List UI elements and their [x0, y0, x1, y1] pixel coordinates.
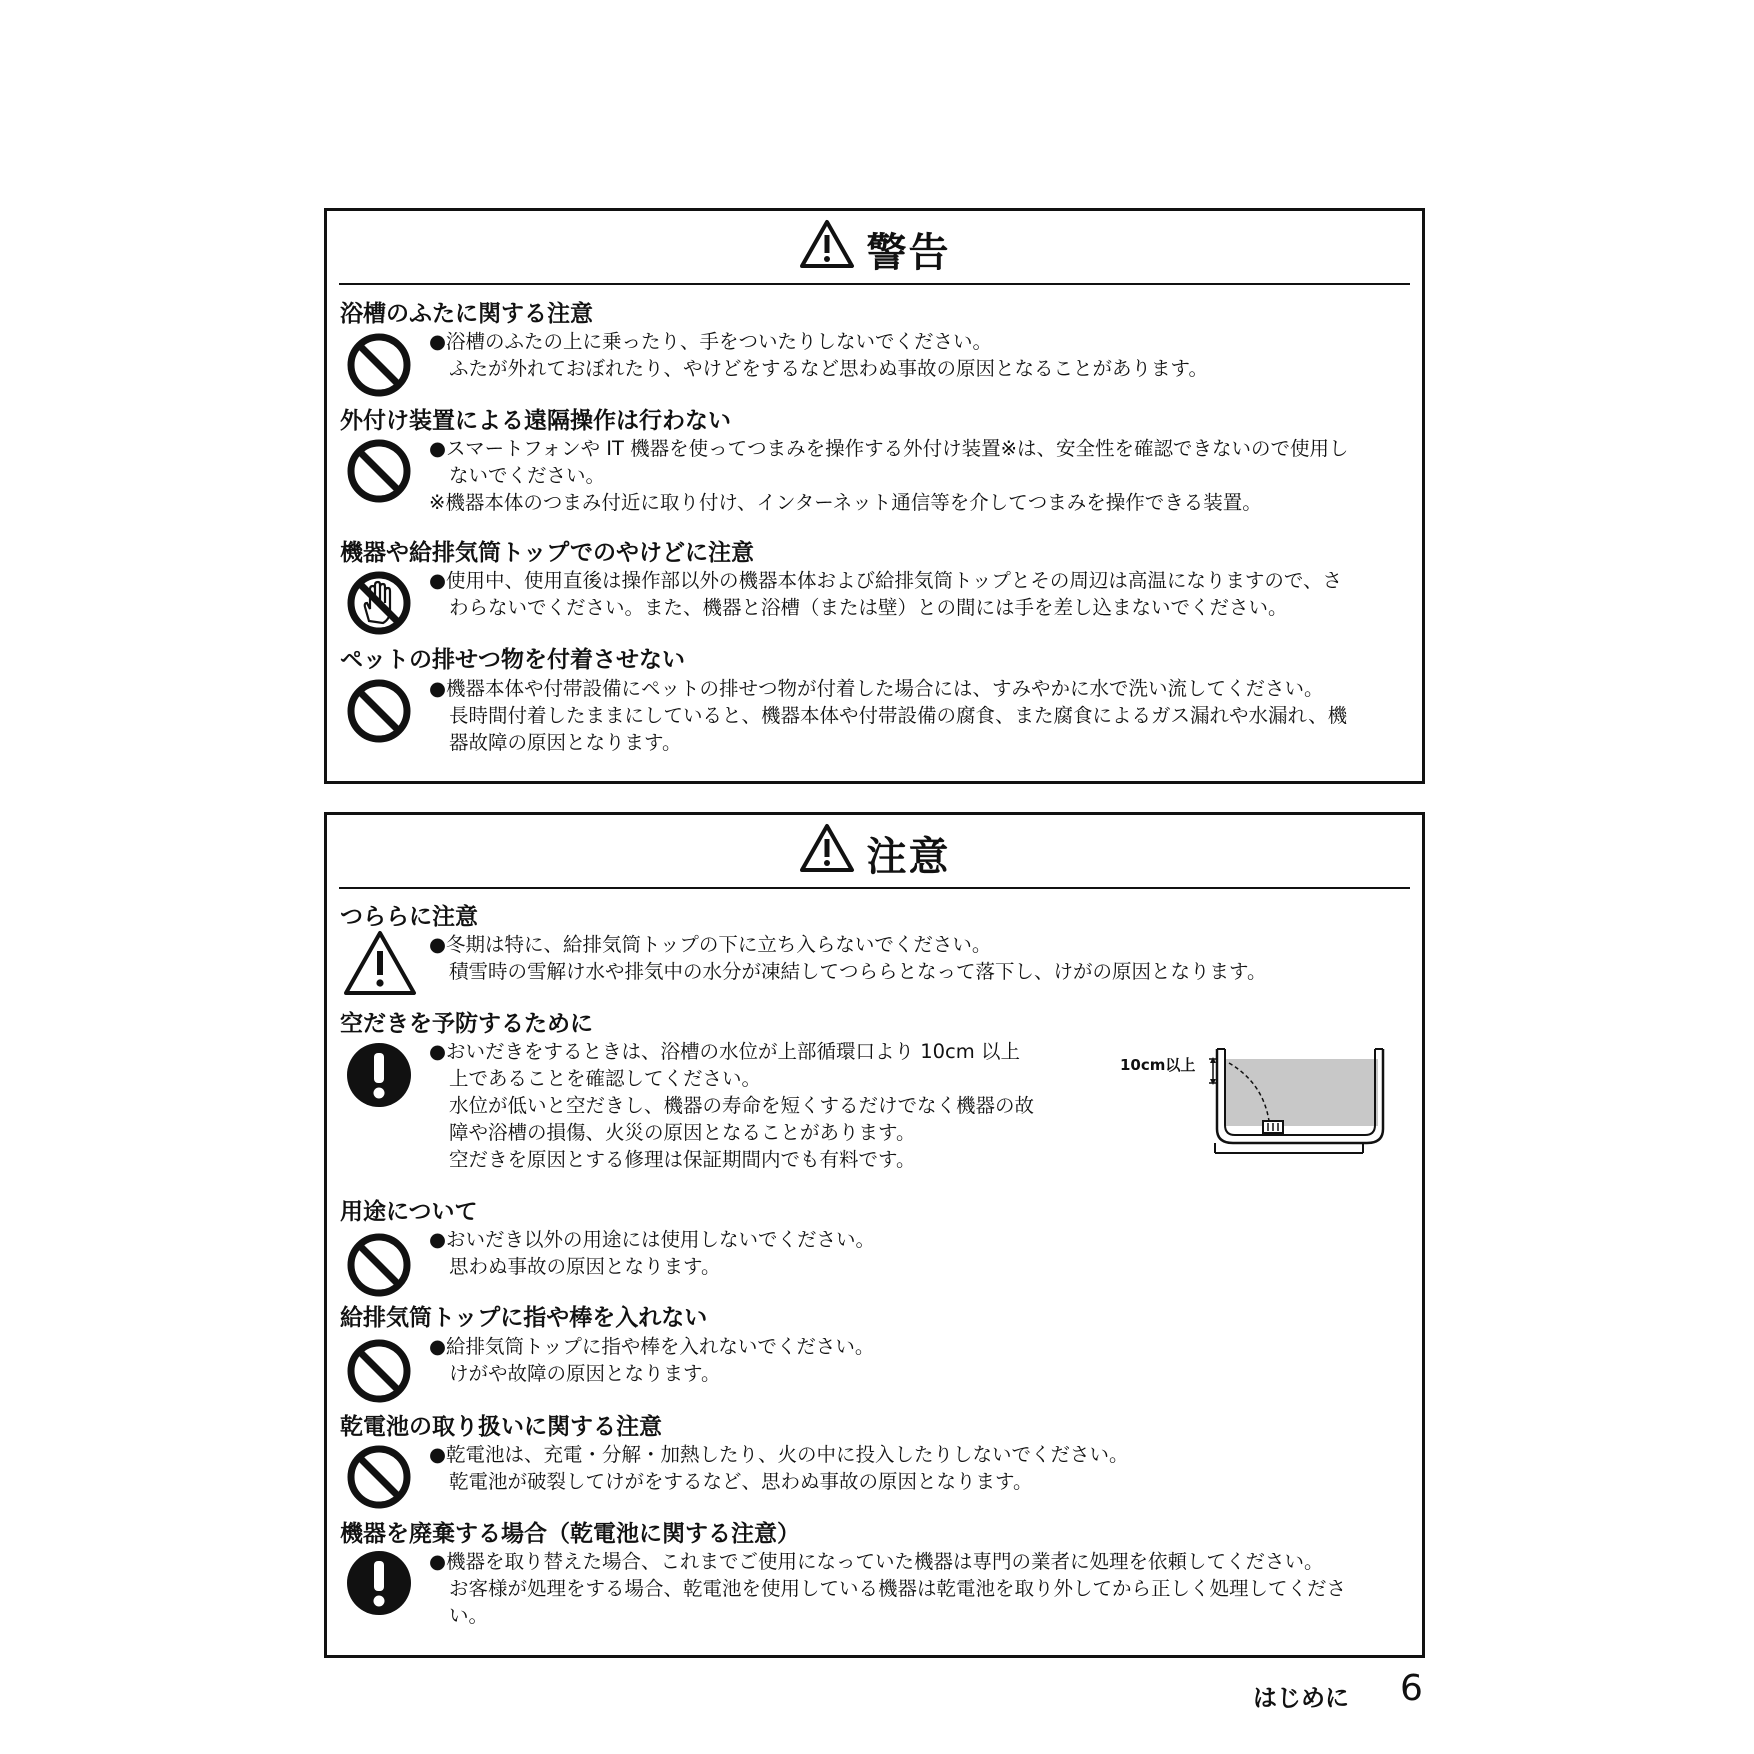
section-heading: 機器を廃棄する場合（乾電池に関する注意） [340, 1521, 800, 1547]
text-line: ないでください。 [449, 464, 606, 487]
text-line: 長時間付着したままにしていると、機器本体や付帯設備の腐食、また腐食によるガス漏れや水漏れ、機 [449, 704, 1348, 727]
text-line: ●おいだきをするときは、浴槽の水位が上部循環口より 10cm 以上 [429, 1040, 1020, 1063]
bathtub-diagram [1117, 1043, 1397, 1163]
section-heading: 浴槽のふたに関する注意 [340, 301, 593, 327]
section-text [429, 1333, 1412, 1387]
section-text [429, 1038, 1102, 1173]
section-heading: 空だきを予防するために [340, 1011, 593, 1037]
text-line: 器故障の原因となります。 [449, 731, 682, 754]
section-text [429, 1441, 1412, 1495]
text-line: 思わぬ事故の原因となります。 [449, 1255, 721, 1278]
text-line: ●乾電池は、充電・分解・加熱したり、火の中に投入したりしないでください。 [429, 1443, 1129, 1466]
section-text [429, 931, 1412, 985]
section-heading: 乾電池の取り扱いに関する注意 [340, 1414, 662, 1440]
text-line: ●機器本体や付帯設備にペットの排せつ物が付着した場合には、すみやかに水で洗い流してください。 [429, 677, 1324, 700]
text-line: ※機器本体のつまみ付近に取り付け、インターネット通信等を介してつまみを操作できる装置。 [429, 491, 1262, 514]
section-text [429, 328, 1412, 382]
caution-title [339, 819, 1410, 889]
water-level-label: 10cm以上 [1120, 1056, 1196, 1074]
section-heading: 外付け装置による遠隔操作は行わない [340, 408, 731, 434]
text-line: 水位が低いと空だきし、機器の寿命を短くするだけでなく機器の故 [449, 1094, 1035, 1117]
section-text [429, 1226, 1412, 1280]
text-line: 積雪時の雪解け水や排気中の水分が凍結してつららとなって落下し、けがの原因となります。 [449, 960, 1267, 983]
mandatory-action-icon [345, 1549, 413, 1617]
text-line: い。 [449, 1604, 489, 1627]
text-line: ●おいだき以外の用途には使用しないでください。 [429, 1228, 876, 1251]
text-line: 障や浴槽の損傷、火災の原因となることがあります。 [449, 1121, 916, 1144]
text-line: 乾電池が破裂してけがをするなど、思わぬ事故の原因となります。 [449, 1470, 1033, 1493]
section-text [429, 435, 1412, 516]
text-line: わらないでください。また、機器と浴槽（または壁）との間には手を差し込まないでください。 [449, 596, 1288, 619]
section-heading: 機器や給排気筒トップでのやけどに注意 [340, 540, 754, 566]
text-line: ●給排気筒トップに指や棒を入れないでください。 [429, 1335, 875, 1358]
prohibition-icon [345, 437, 413, 505]
caution-title-text: 注意 [866, 833, 951, 880]
prohibition-icon [345, 1337, 413, 1405]
caution-triangle-icon [343, 929, 417, 997]
section-heading: つららに注意 [340, 904, 478, 930]
mandatory-action-icon [345, 1041, 413, 1109]
prohibition-icon [345, 677, 413, 745]
text-line: けがや故障の原因となります。 [449, 1362, 721, 1385]
text-line: ふたが外れておぼれたり、やけどをするなど思わぬ事故の原因となることがあります。 [449, 357, 1208, 380]
text-line: 空だきを原因とする修理は保証期間内でも有料です。 [449, 1148, 916, 1171]
caution-box [324, 812, 1425, 1658]
warning-title [339, 215, 1410, 285]
section-heading: ペットの排せつ物を付着させない [340, 647, 685, 673]
prohibition-icon [345, 1231, 413, 1299]
text-line: ●冬期は特に、給排気筒トップの下に立ち入らないでください。 [429, 933, 992, 956]
warning-title-text: 警告 [866, 229, 951, 276]
text-line: ●機器を取り替えた場合、これまでご使用になっていた機器は専門の業者に処理を依頼してください。 [429, 1550, 1324, 1573]
page-number: 6 [1400, 1668, 1423, 1709]
text-line: 上であることを確認してください。 [449, 1067, 762, 1090]
section-heading: 給排気筒トップに指や棒を入れない [340, 1305, 708, 1331]
section-text [429, 567, 1412, 621]
prohibition-icon [345, 331, 413, 399]
caution-triangle-icon [799, 823, 855, 883]
section-text [429, 675, 1412, 756]
section-text [429, 1548, 1412, 1629]
text-line: ●スマートフォンや IT 機器を使ってつまみを操作する外付け装置※は、安全性を確認できないので使用し [429, 437, 1349, 460]
text-line: ●浴槽のふたの上に乗ったり、手をついたりしないでください。 [429, 330, 993, 353]
section-heading: 用途について [340, 1199, 478, 1225]
text-line: お客様が処理をする場合、乾電池を使用している機器は乾電池を取り外してから正しく処理してくださ [449, 1577, 1347, 1600]
do-not-touch-icon [345, 569, 413, 637]
text-line: ●使用中、使用直後は操作部以外の機器本体および給排気筒トップとその周辺は高温になりますので、さ [429, 569, 1343, 592]
prohibition-icon [345, 1443, 413, 1511]
warning-triangle-icon [799, 219, 855, 279]
footer-section-label: はじめに [1253, 1684, 1349, 1712]
warning-box [324, 208, 1425, 784]
